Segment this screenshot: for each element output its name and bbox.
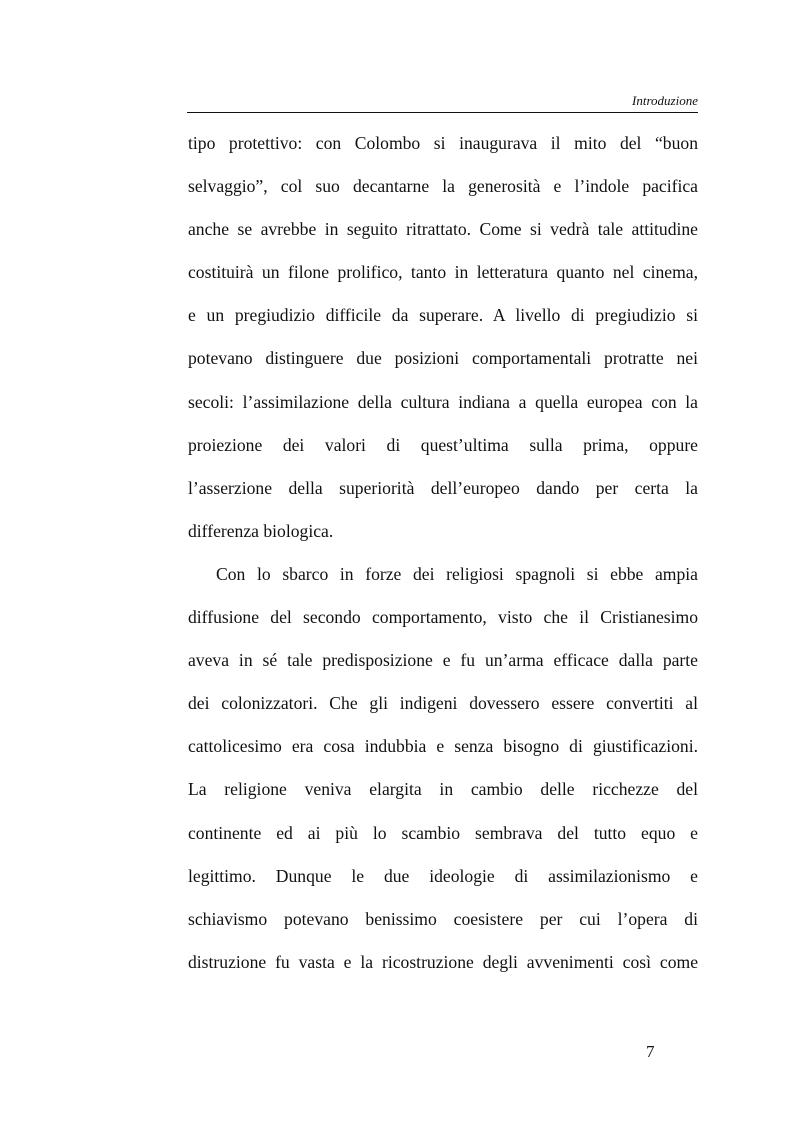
text-line: selvaggio”, col suo decantarne la generosità e l’indole pacifica (188, 176, 698, 197)
text-line: La religione veniva elargita in cambio delle ricchezze del (188, 779, 698, 800)
text-line: secoli: l’assimilazione della cultura indiana a quella europea con la (188, 391, 698, 412)
text-line: distruzione fu vasta e la ricostruzione degli avvenimenti così come (188, 951, 698, 972)
paragraph-2 (188, 558, 698, 989)
text-line: legittimo. Dunque le due ideologie di assimilazionismo e (188, 865, 698, 886)
text-line: Con lo sbarco in forze dei religiosi spagnoli si ebbe ampia (216, 563, 698, 584)
paragraph-1 (188, 127, 698, 558)
text-line: schiavismo potevano benissimo coesistere per cui l’opera di (188, 908, 698, 929)
text-line: diffusione del secondo comportamento, visto che il Cristianesimo (188, 607, 698, 628)
text-line: costituirà un filone prolifico, tanto in letteratura quanto nel cinema, (188, 262, 698, 283)
text-line: cattolicesimo era cosa indubbia e senza bisogno di giustificazioni. (188, 736, 698, 757)
header-rule (187, 112, 698, 113)
body-text (188, 127, 698, 989)
text-line: aveva in sé tale predisposizione e fu un’arma efficace dalla parte (188, 650, 698, 671)
page-number: 7 (646, 1042, 655, 1061)
text-line: l’asserzione della superiorità dell’europeo dando per certa la (188, 477, 698, 498)
section-title: Introduzione (632, 93, 698, 108)
text-line: anche se avrebbe in seguito ritrattato. Come si vedrà tale attitudine (188, 219, 698, 240)
text-line: continente ed ai più lo scambio sembrava del tutto equo e (188, 822, 698, 843)
text-line: proiezione dei valori di quest’ultima sulla prima, oppure (188, 434, 698, 455)
text-line: dei colonizzatori. Che gli indigeni dovessero essere convertiti al (188, 693, 698, 714)
running-header (187, 93, 698, 113)
text-line: potevano distinguere due posizioni comportamentali protratte nei (188, 348, 698, 369)
text-line: tipo protettivo: con Colombo si inaugurava il mito del “buon (188, 133, 698, 153)
text-line: e un pregiudizio difficile da superare. A livello di pregiudizio si (188, 305, 698, 326)
text-line: differenza biologica. (188, 520, 334, 541)
